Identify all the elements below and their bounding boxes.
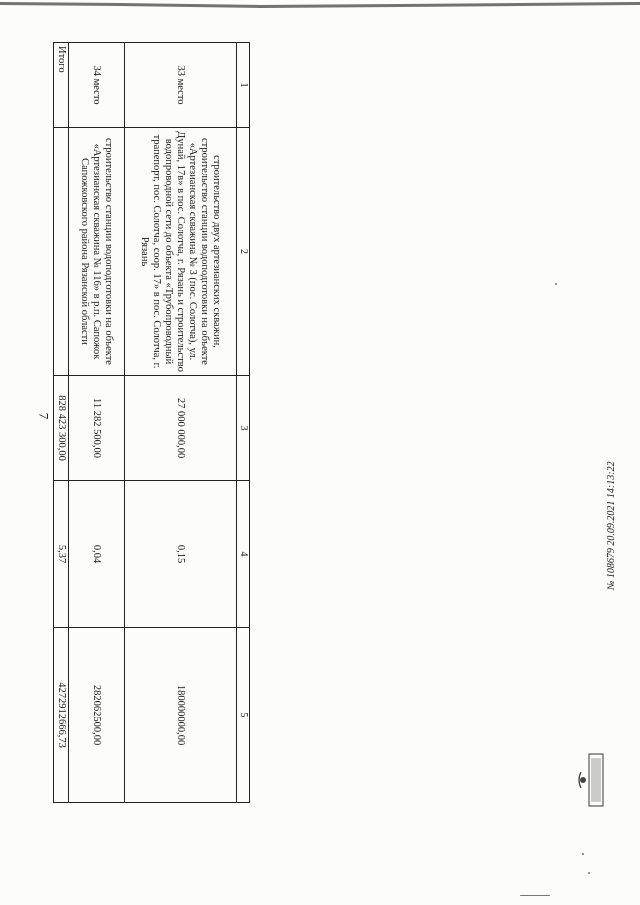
total-cell: 282062500,00 bbox=[69, 628, 125, 803]
rotated-table-wrapper bbox=[55, 42, 250, 802]
place-cell: 33 место bbox=[125, 43, 237, 128]
registration-stamp: № 108679 20.09.2021 14:13:22 bbox=[606, 461, 617, 590]
table-row bbox=[69, 43, 125, 803]
table-row bbox=[125, 43, 237, 803]
amount-cell: 27 000 000,00 bbox=[125, 376, 237, 481]
description-cell: строительство станции водоподготовки на объекте «Артезианская скважина № 116» в р.п. Сапожок Сапожковского района Рязанской области bbox=[69, 128, 125, 376]
description-cell: строительство двух артезианских скважин, строительство станции водоподготовки на объекте «Артезианская скважина № 3 (пос. Солотча), ул. Дунай, 17в» в пос. Солотча, г. Рязань и строительство водопроводной сети до объекта «Трубопроводный трапепорт, пос. Солотча, соор. 17» в пос. Солотча, г. Рязань bbox=[125, 128, 237, 376]
coefficient-cell: 0,15 bbox=[125, 481, 237, 628]
scan-edge-smear bbox=[0, 0, 640, 10]
amount-cell: 11 282 500,00 bbox=[69, 376, 125, 481]
scan-speck bbox=[520, 895, 550, 896]
total-cell: 4272912666,73 bbox=[54, 628, 69, 803]
column-number: 5 bbox=[237, 628, 250, 803]
column-number: 2 bbox=[237, 128, 250, 376]
coefficient-cell: 5,37 bbox=[54, 481, 69, 628]
total-cell: 180000000,00 bbox=[125, 628, 237, 803]
registry-seal-icon bbox=[575, 750, 615, 810]
place-cell: 34 место bbox=[69, 43, 125, 128]
amount-cell: 828 423 300,00 bbox=[54, 376, 69, 481]
scan-speck bbox=[555, 283, 557, 285]
column-number: 1 bbox=[237, 43, 250, 128]
budget-table bbox=[53, 42, 250, 803]
column-number: 3 bbox=[237, 376, 250, 481]
scan-speck bbox=[582, 853, 584, 855]
coefficient-cell: 0,04 bbox=[69, 481, 125, 628]
page-number: 7 bbox=[36, 412, 52, 420]
column-number-row bbox=[237, 43, 250, 803]
column-number: 4 bbox=[237, 481, 250, 628]
scan-speck bbox=[588, 872, 590, 874]
description-cell bbox=[54, 128, 69, 376]
total-label: Итого bbox=[54, 43, 69, 128]
total-row bbox=[54, 43, 69, 803]
